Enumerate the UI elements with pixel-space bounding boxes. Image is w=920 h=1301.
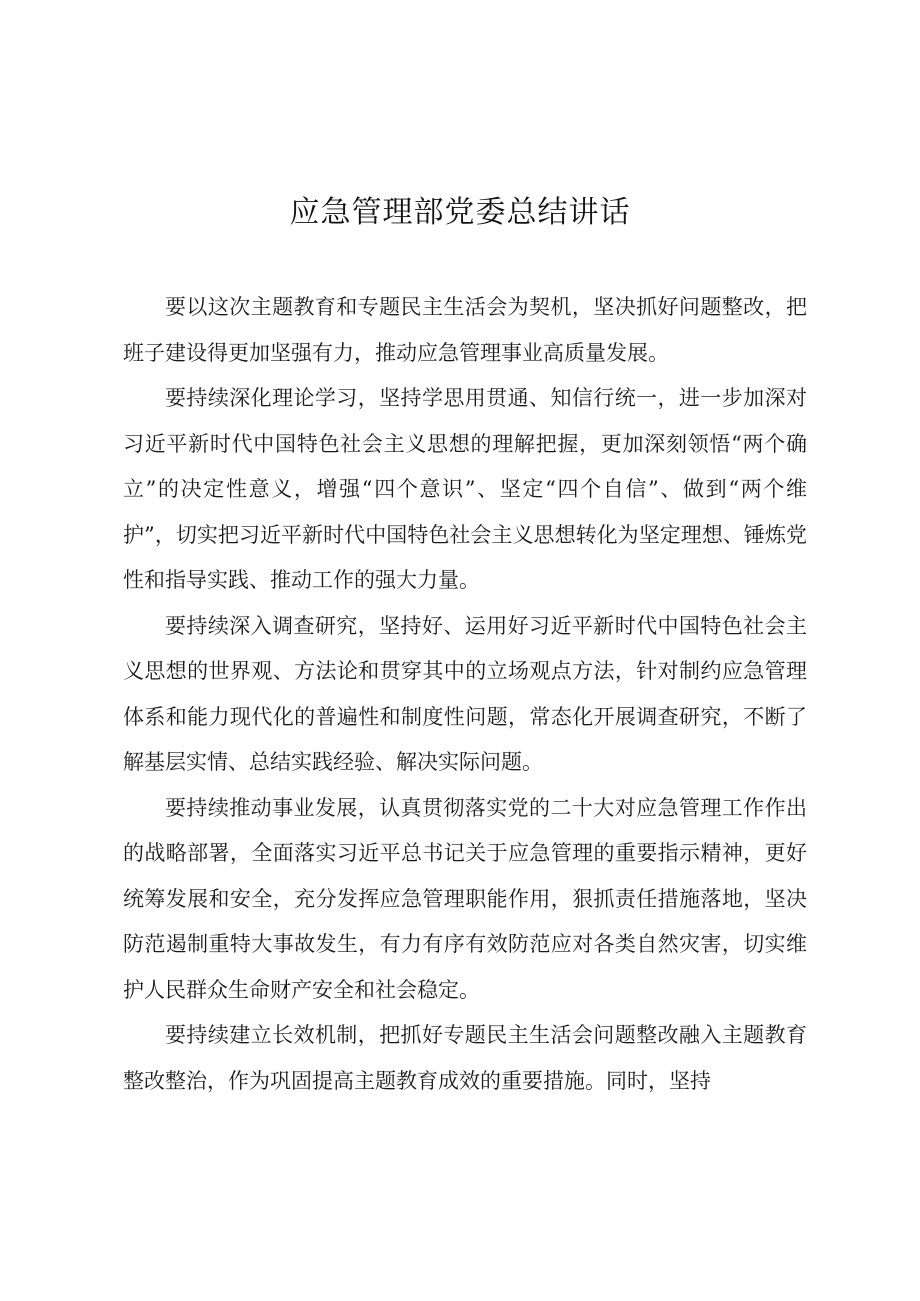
- document-title: 应急管理部党委总结讲话: [289, 195, 631, 230]
- paragraph-5: 要持续建立长效机制，把抓好专题民主生活会问题整改融入主题教育整改整治，作为巩固提高主题教育成效的重要措施。同时，坚持: [123, 1023, 807, 1093]
- paragraph-3: 要持续深入调查研究，坚持好、运用好习近平新时代中国特色社会主义思想的世界观、方法论和贯穿其中的立场观点方法，针对制约应急管理体系和能力现代化的普遍性和制度性问题，常态化开展调查研究，不断了解基层实情、总结实践经验、解决实际问题。: [123, 613, 807, 774]
- document-body: [123, 285, 807, 1104]
- paragraph-1: 要以这次主题教育和专题民主生活会为契机，坚决抓好问题整改，把班子建设得更加坚强有力，推动应急管理事业高质量发展。: [123, 295, 807, 365]
- paragraph-4: 要持续推动事业发展，认真贯彻落实党的二十大对应急管理工作作出的战略部署，全面落实习近平总书记关于应急管理的重要指示精神，更好统筹发展和安全，充分发挥应急管理职能作用，狠抓责任措施落地，坚决防范遏制重特大事故发生，有力有序有效防范应对各类自然灾害，切实维护人民群众生命财产安全和社会稳定。: [123, 795, 807, 1002]
- paragraph-2: 要持续深化理论学习，坚持学思用贯通、知信行统一，进一步加深对习近平新时代中国特色社会主义思想的理解把握，更加深刻领悟“两个确立”的决定性意义，增强“四个意识”、坚定“四个自信”、做到“两个维护”，切实把习近平新时代中国特色社会主义思想转化为坚定理想、锤炼党性和指导实践、推动工作的强大力量。: [123, 386, 807, 592]
